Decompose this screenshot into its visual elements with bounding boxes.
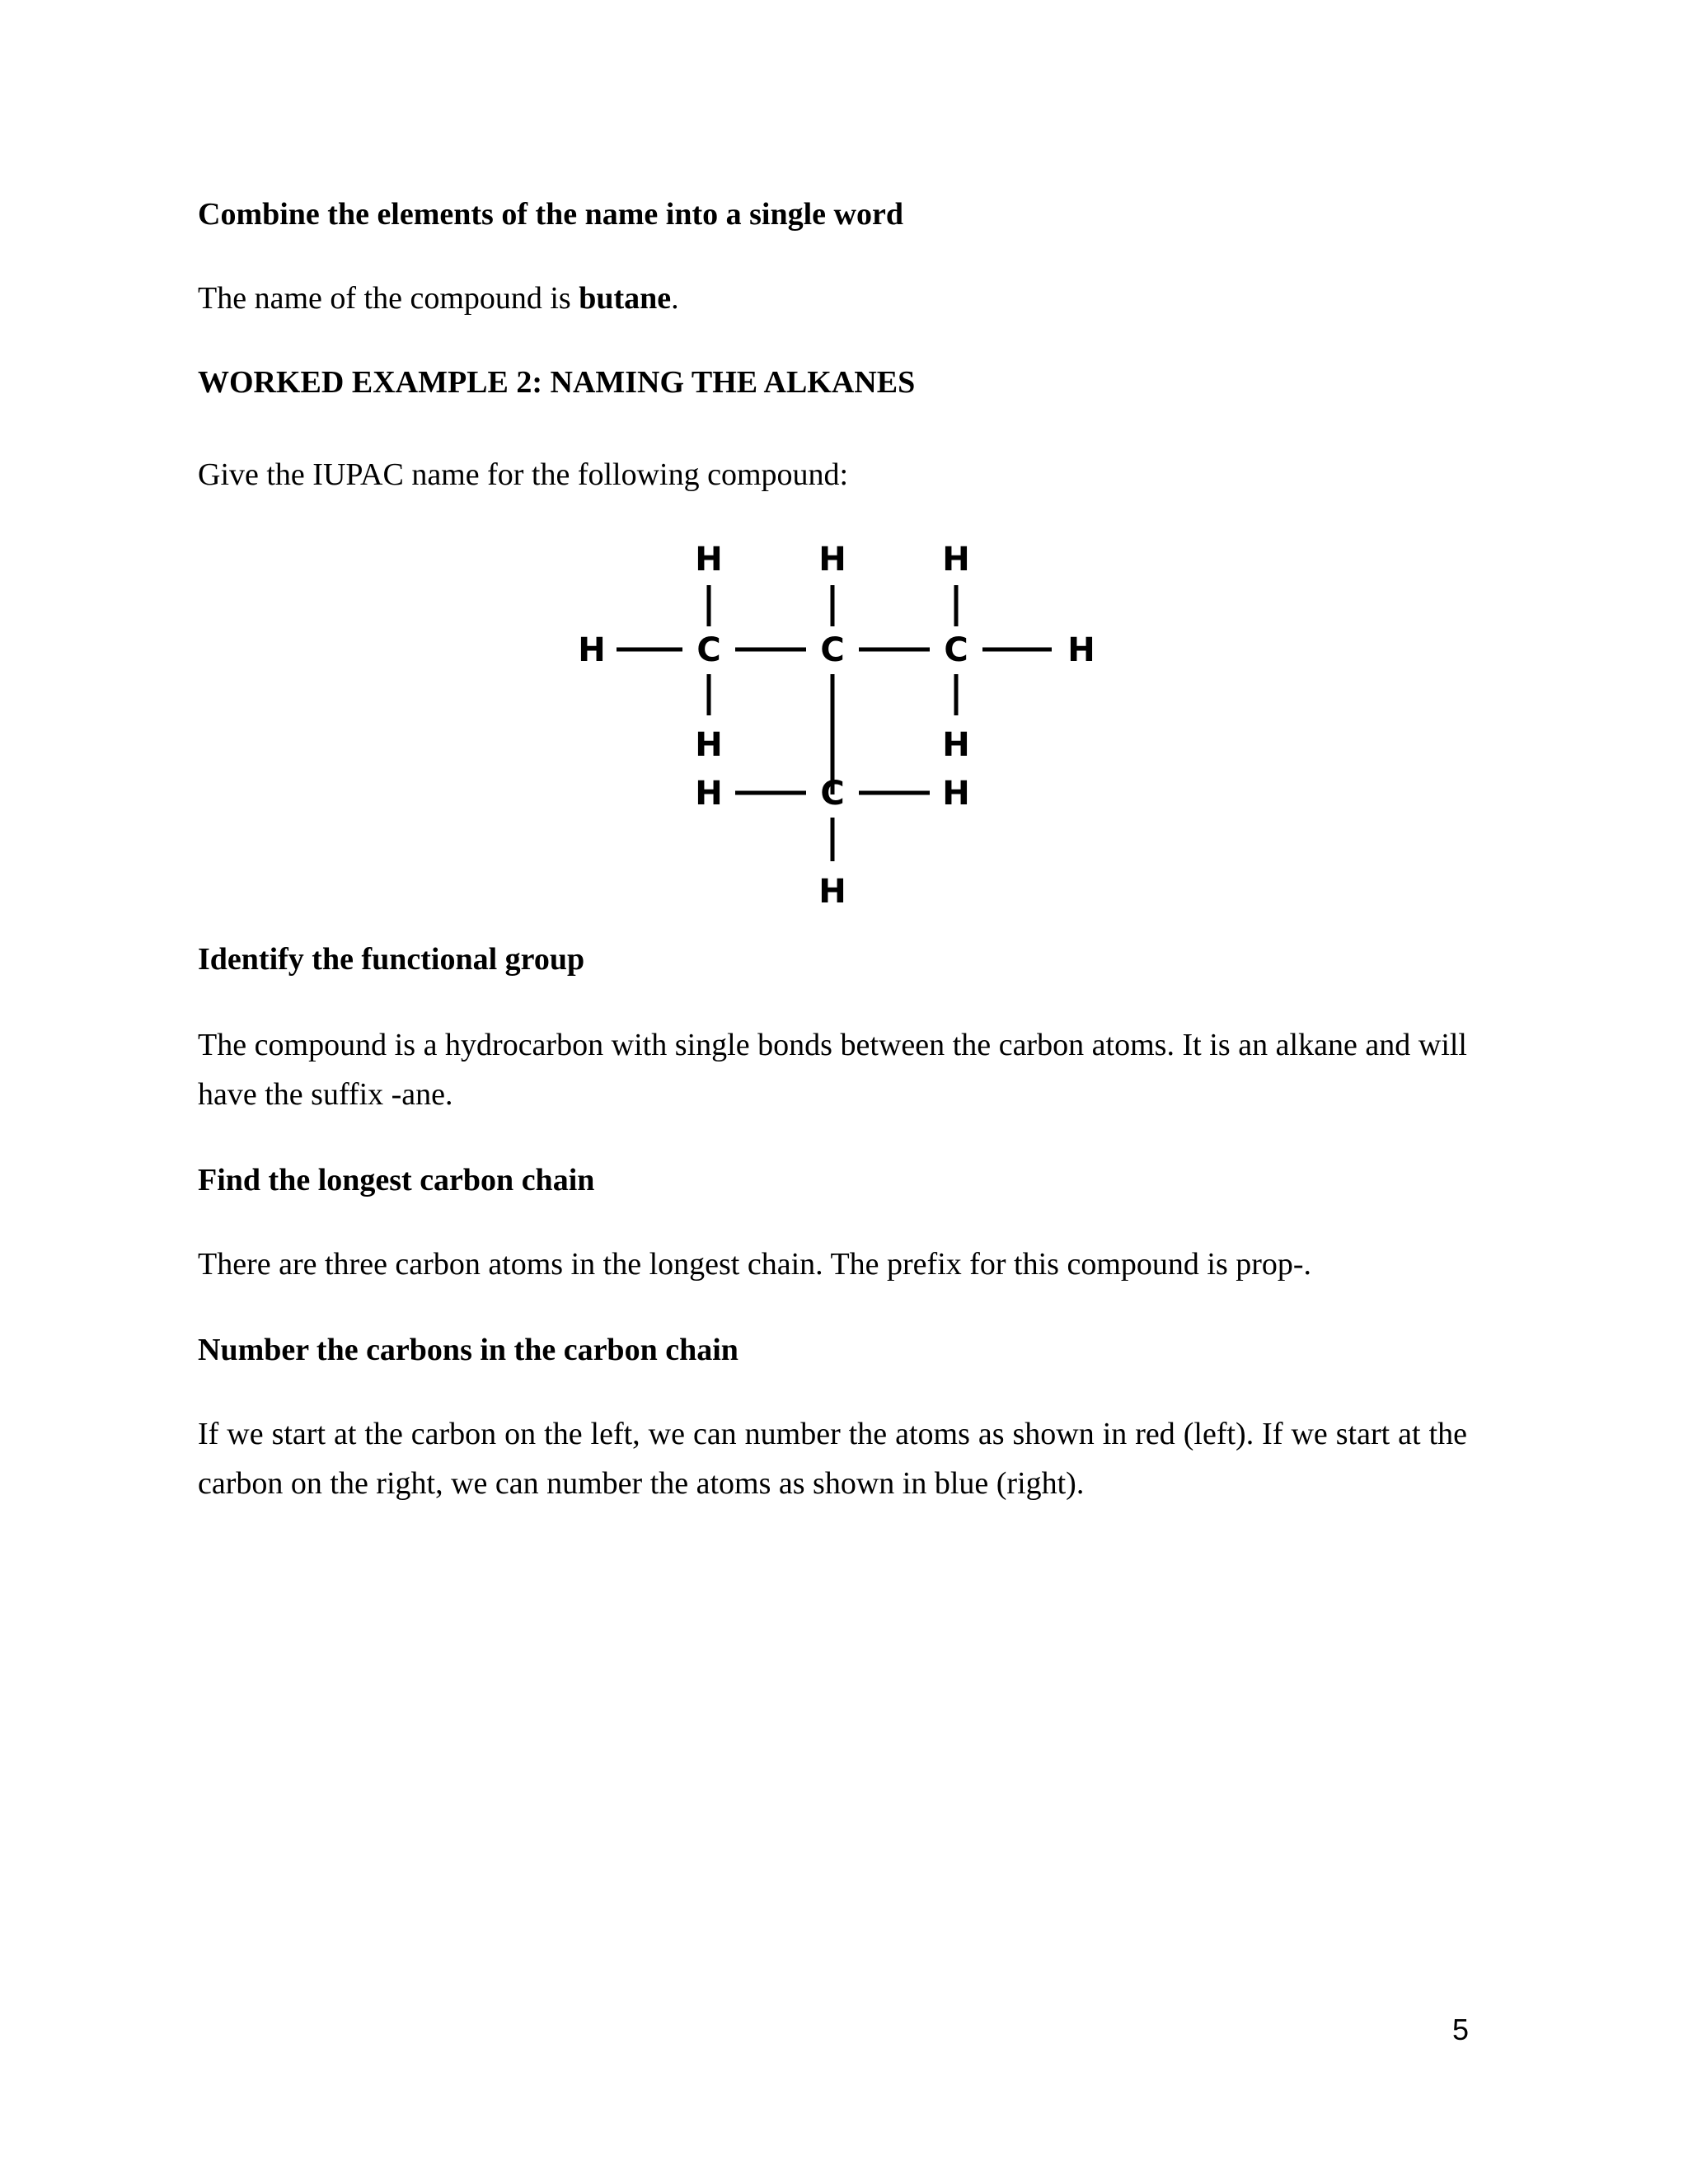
atom-h-top-2: H [818,541,846,579]
heading-longest-chain: Find the longest carbon chain [198,1163,595,1197]
heading-functional-group: Identify the functional group [198,942,585,977]
atom-c2: C [820,631,845,669]
atom-h-top-3: H [942,541,970,579]
compound-name-answer: butane [579,281,672,316]
atom-c3: C [944,631,968,669]
atom-h-bottom-branch: H [818,873,846,911]
atom-h-bottom-1: H [695,726,723,764]
atom-c1: C [696,631,721,669]
number-carbons-text: If we start at the carbon on the left, we can number the atoms as shown in red (left). If we start at the carbon on the right, we can number the atoms as shown in blue (right). [198,1417,1467,1501]
compound-name-text: The name of the compound is [198,281,579,316]
atom-h-top-1: H [695,541,723,579]
structural-formula [560,527,1137,915]
functional-group-text: The compound is a hydrocarbon with single bonds between the carbon atoms. It is an alkane and will have the suffix -ane. [198,1028,1467,1112]
atom-h-bottom-3: H [942,726,970,764]
compound-name-period: . [671,281,679,316]
atom-h-left: H [578,631,606,669]
atom-h-right: H [1067,631,1095,669]
atom-h-branch-right: H [942,775,970,813]
heading-number-carbons: Number the carbons in the carbon chain [198,1333,738,1367]
longest-chain-text: There are three carbon atoms in the longest chain. The prefix for this compound is prop-. [198,1247,1312,1282]
example-prompt: Give the IUPAC name for the following compound: [198,457,849,492]
atom-c4: C [820,775,845,813]
page-number: 5 [1452,2013,1470,2046]
heading-combine-elements: Combine the elements of the name into a single word [198,197,903,232]
worked-example-title: WORKED EXAMPLE 2: NAMING THE ALKANES [198,365,916,400]
atom-h-branch-left: H [695,775,723,813]
compound-name-sentence [198,274,679,323]
